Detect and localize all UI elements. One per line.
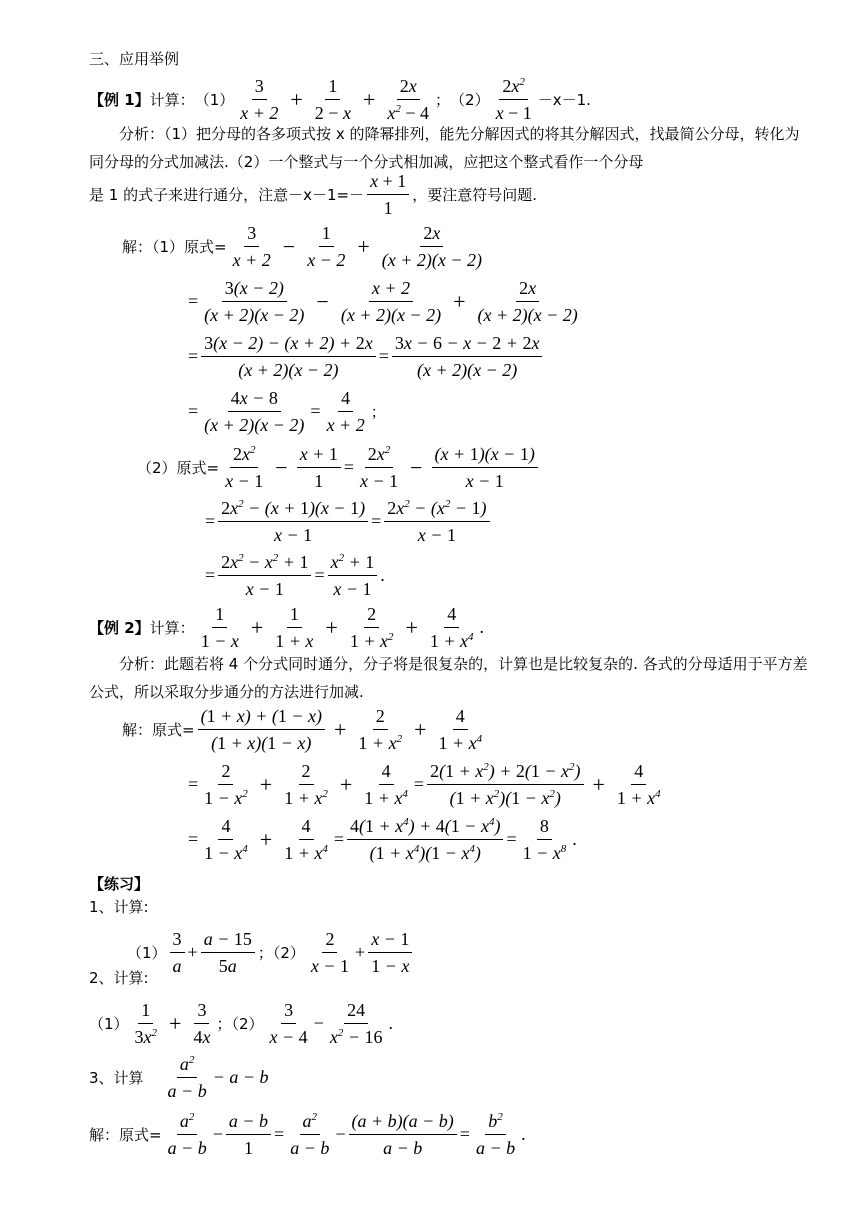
example-2-label: 【例 2】 — [89, 619, 150, 637]
solution-1-step4: = $\frac{4x - 8}{(x + 2)(x - 2)}$ = $\frac{4}{x + 2}$ ； — [188, 388, 386, 435]
example-2-analysis: 分析：此题若将 4 个分式同时通分，分子将是很复杂的，计算也是比较复杂的. 各式的分母适用于平方差公式，所以采取分步通分的方法进行加减. — [89, 655, 808, 701]
solution-1-step2: = $\frac{3(x - 2)}{(x + 2)(x - 2)}$ − $\frac{x + 2}{(x + 2)(x - 2)}$ + $\frac{2x}{(x + 2)(x - 2)}$ — [188, 278, 578, 325]
practice-q2-exprs: （1） $\frac{1}{3x^2}$ + $\frac{3}{4x}$ ；（2） $\frac{3}{x - 4}$ − $\frac{24}{x^2 - 16}$ . — [89, 1000, 393, 1047]
example-2-step2: = $\frac{2}{1 - x^2}$ + $\frac{2}{1 + x^2}$ + $\frac{4}{1 + x^4}$ = $\frac{2(1 + x^2) + 2(1 - x^2)}{(1 + x^2)(1 - x^2)}$ + $\frac{4}{1 + x^4}$ — [188, 761, 661, 808]
solution-2-step2: = $\frac{2x^2 - (x + 1)(x - 1)}{x - 1}$ = $\frac{2x^2 - (x^2 - 1)}{x - 1}$ — [205, 497, 493, 546]
section-title — [89, 48, 179, 69]
solution-1-step3: = $\frac{3(x - 2) - (x + 2) + 2x}{(x + 2)(x - 2)}$ = $\frac{3x - 6 - x - 2 + 2x}{(x + 2)(x - 2)}$ — [188, 332, 545, 381]
practice-q1: 1、计算: — [89, 898, 149, 916]
practice-q3: 3、计算 $\frac{a^2}{a - b}$ − a − b — [89, 1054, 269, 1101]
section-title-text: 三、应用举例 — [89, 50, 180, 68]
example-2-step3: = $\frac{4}{1 - x^4}$ + $\frac{4}{1 + x^4}$ = $\frac{4(1 + x^4) + 4(1 - x^4)}{(1 + x^4)(1 - x^4)}$ = $\frac{8}{1 - x^8}$ . — [188, 816, 577, 863]
practice-q2: 2、计算: — [89, 969, 149, 987]
practice-title: 【练习】 — [89, 875, 150, 893]
example-2-statement: 【例 2】 计算： $\frac{1}{1 - x}$ + $\frac{1}{1 + x}$ + $\frac{2}{1 + x^2}$ + $\frac{4}{1 + x^4}$ . — [89, 604, 485, 651]
example-1-statement: 【例 1】 计算： （1） $\frac{3}{x + 2}$ + $\frac{1}{2 - x}$ + $\frac{2x}{x^2 - 4}$ ； （2） $\frac{2x^2}{x - 1}$ －x－1. — [89, 76, 591, 123]
example-1-analysis: 分析：（1）把分母的各多项式按 x 的降幂排列，能先分解因式的将其分解因式，找最简公分母，转化为同分母的分式加减法.（2）一个整式与一个分式相加减，应把这个整式看作一个分母 — [89, 125, 800, 171]
practice-q3-solution: 解：原式= $\frac{a^2}{a - b}$ − $\frac{a - b}{1}$ = $\frac{a^2}{a - b}$ − $\frac{(a + b)(a - b)}{a - b}$ = $\frac{b^2}{a - b}$ . — [89, 1111, 526, 1158]
example-1-analysis-line3: 是 1 的式子来进行通分，注意－x－1=－ $\frac{x + 1}{1}$ ，要注意符号问题. — [89, 171, 538, 218]
example-2-step1: 解：原式= $\frac{(1 + x) + (1 - x)}{(1 + x)(1 - x)}$ + $\frac{2}{1 + x^2}$ + $\frac{4}{1 + x^4}$ — [122, 706, 483, 753]
example-1-label: 【例 1】 — [89, 91, 150, 109]
solution-1-step1: 解：（1）原式= $\frac{3}{x + 2}$ − $\frac{1}{x - 2}$ + $\frac{2x}{(x + 2)(x - 2)}$ — [122, 223, 482, 270]
solution-2-step3: = $\frac{2x^2 - x^2 + 1}{x - 1}$ = $\frac{x^2 + 1}{x - 1}$ . — [205, 552, 385, 599]
practice-q1-exprs: （1） $\frac{3}{a}$ + $\frac{a - 15}{5a}$ ；（2） $\frac{2}{x - 1}$ + $\frac{x - 1}{1 - x}$ — [127, 928, 415, 977]
solution-2-step1: （2）原式= $\frac{2x^2}{x - 1}$ − $\frac{x + 1}{1}$ = $\frac{2x^2}{x - 1}$ − $\frac{(x + 1)(x - 1)}{x - 1}$ — [137, 443, 541, 492]
